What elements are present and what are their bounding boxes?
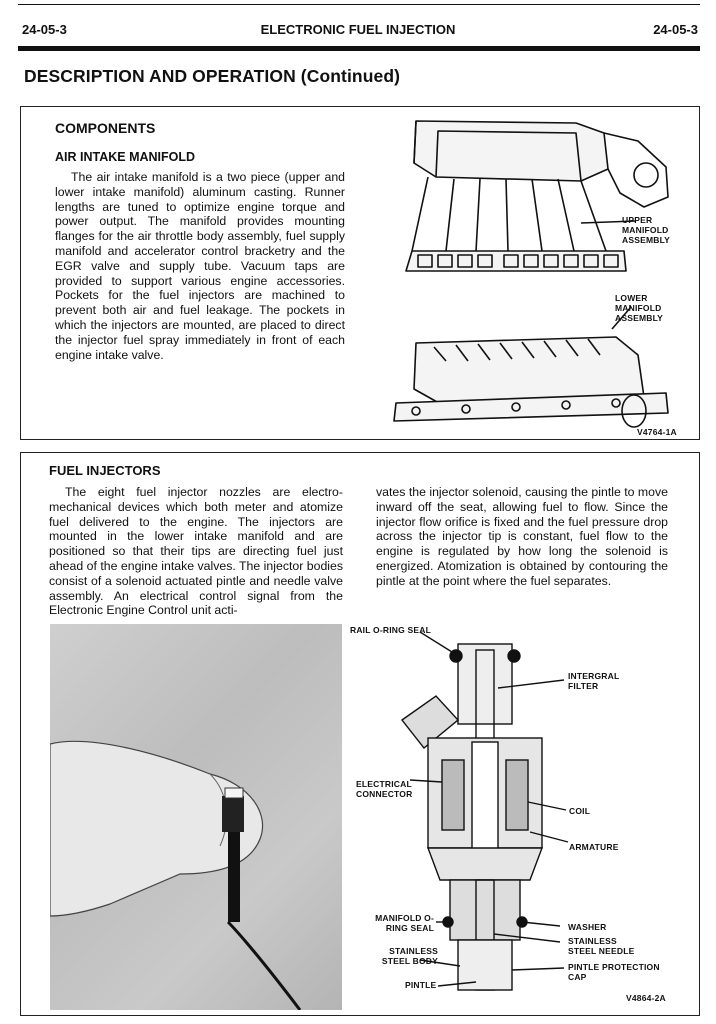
page-number-left: 24-05-3: [22, 22, 67, 37]
integral-filter-label: INTERGRAL FILTER: [568, 671, 620, 691]
running-title: ELECTRONIC FUEL INJECTION: [260, 22, 456, 37]
section-title: DESCRIPTION AND OPERATION (Continued): [24, 66, 401, 86]
components-box: [20, 106, 700, 440]
injector-hand-photo: [50, 624, 342, 1010]
rail-oring-seal-label: RAIL O-RING SEAL: [350, 625, 431, 635]
manifold-oring-seal-label: MANIFOLD O-RING SEAL: [375, 913, 434, 933]
stainless-steel-needle-label: STAINLESS STEEL NEEDLE: [568, 936, 635, 956]
top-rule: [18, 4, 700, 5]
upper-manifold-label: UPPER MANIFOLD ASSEMBLY: [622, 215, 671, 245]
air-intake-manifold-heading: AIR INTAKE MANIFOLD: [55, 150, 196, 164]
coil-label: COIL: [569, 806, 591, 816]
fuel-injectors-heading: FUEL INJECTORS: [49, 463, 161, 478]
figure-code-1: V4764-1A: [637, 427, 677, 437]
header-rule: [18, 46, 700, 51]
fuel-injectors-text-left: The eight fuel injector nozzles are electro-mechanical devices which both meter and atomize fuel delivered to the engine. The injectors are mounted in the lower intake manifold and are positioned so that their tips are directing fuel just ahead of the engine intake valves. The injector bodies consist of a solenoid actuated pintle and needle valve assembly. An electrical control signal from the Electronic Engine Control unit acti-: [49, 485, 343, 618]
figure-code-2: V4864-2A: [626, 993, 666, 1003]
washer-label: WASHER: [568, 922, 607, 932]
fuel-injectors-text-right: vates the injector solenoid, causing the pintle to move inward off the seat, allowing fuel to flow. Since the injector flow orifice is fixed and the fuel pressure drop across the injector tip is constant, fuel flow to the engine is regulated by how long the solenoid is energized. Atomization is obtained by contouring the pintle at the point where the fuel separates.: [376, 485, 668, 588]
electrical-connector-label: ELECTRICAL CONNECTOR: [356, 779, 413, 799]
components-heading: COMPONENTS: [55, 120, 156, 136]
intake-manifold-illustration: [376, 111, 696, 437]
page-number-right: 24-05-3: [653, 22, 698, 37]
lower-manifold-label: LOWER MANIFOLD ASSEMBLY: [615, 293, 664, 323]
stainless-steel-body-label: STAINLESS STEEL BODY: [381, 946, 438, 966]
armature-label: ARMATURE: [569, 842, 619, 852]
air-intake-manifold-text: The air intake manifold is a two piece (upper and lower intake manifold) aluminum casting. Runner lengths are tuned to optimize engine torque and power output. The manifold provides mounting flanges for the air throttle body assembly, fuel supply manifold and accelerator control bracketry and the EGR valve and supply tube. Vacuum taps are provided to support various engine accessories. Pockets for the fuel injectors are machined to prevent both air and fuel leakage. The pockets in which the injectors are mounted, are placed to direct the injector fuel spray immediately in front of each engine intake valve.: [55, 170, 345, 362]
pintle-label: PINTLE: [405, 980, 437, 990]
pintle-protection-cap-label: PINTLE PROTECTION CAP: [568, 962, 660, 982]
hand-illustration: [50, 624, 342, 1010]
